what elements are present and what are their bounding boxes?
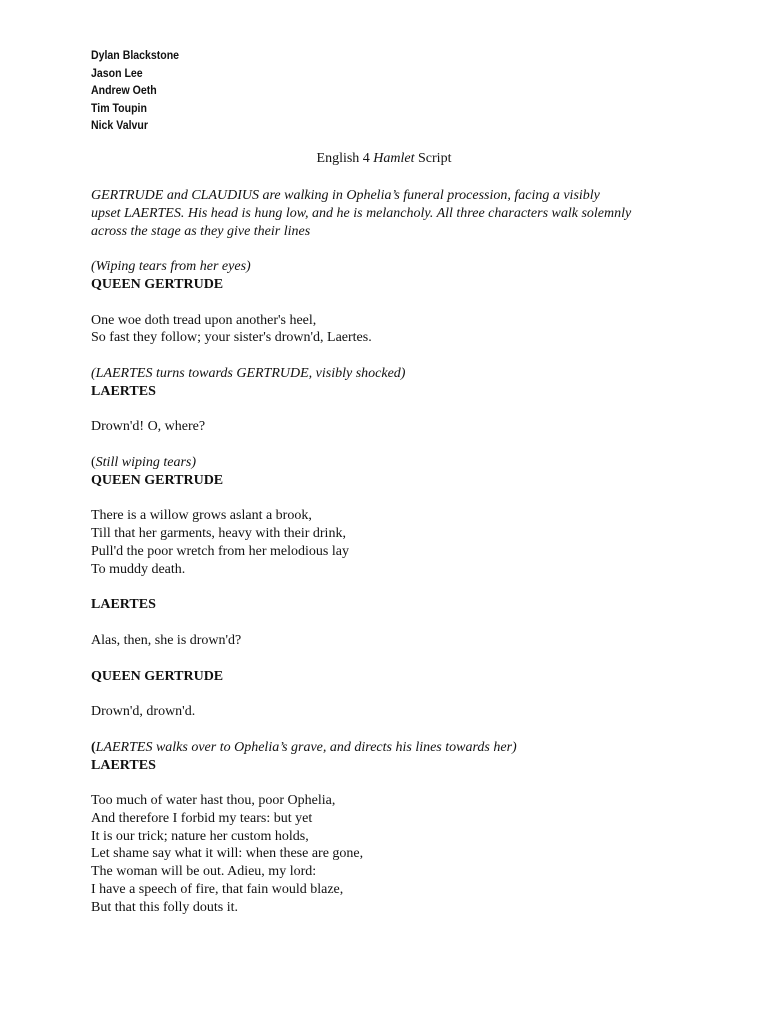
stage-direction: (LAERTES turns towards GERTRUDE, visibly shocked)	[91, 365, 406, 381]
intro-stage-direction-line: GERTRUDE and CLAUDIUS are walking in Ophelia’s funeral procession, facing a visibly	[91, 188, 600, 203]
script-title	[0, 151, 768, 167]
dialogue-line: So fast they follow; your sister's drown'd, Laertes.	[91, 330, 372, 346]
speaker-name: LAERTES	[91, 597, 156, 613]
dialogue-line: It is our trick; nature her custom holds,	[91, 828, 309, 844]
dialogue-line: Drown'd! O, where?	[91, 419, 206, 435]
stage-direction: (Wiping tears from her eyes)	[91, 259, 251, 275]
dialogue-line: One woe doth tread upon another's heel,	[91, 312, 317, 328]
dialogue-line: Let shame say what it will: when these are gone,	[91, 846, 364, 862]
speaker-name: LAERTES	[91, 757, 156, 773]
direction-open-paren: (	[91, 454, 96, 470]
author-name: Jason Lee	[91, 65, 143, 80]
title-prefix: English 4	[316, 151, 374, 166]
title-play-name: Hamlet	[373, 151, 415, 166]
author-name: Tim Toupin	[91, 100, 147, 115]
dialogue-line: Pull'd the poor wretch from her melodious lay	[91, 543, 349, 559]
stage-direction	[91, 454, 691, 472]
speaker-name: LAERTES	[91, 383, 156, 399]
intro-stage-direction-line: upset LAERTES. His head is hung low, and he is melancholy. All three characters walk solemnly	[91, 205, 632, 221]
dialogue-line: Till that her garments, heavy with their drink,	[91, 526, 346, 542]
direction-open-paren: (	[91, 739, 96, 755]
dialogue-line: Drown'd, drown'd.	[91, 704, 196, 720]
intro-stage-direction-line: across the stage as they give their lines	[91, 223, 311, 239]
dialogue-line: But that this folly douts it.	[91, 899, 239, 915]
dialogue-line: Too much of water hast thou, poor Ophelia,	[91, 793, 336, 809]
dialogue-line: And therefore I forbid my tears: but yet	[91, 810, 313, 826]
dialogue-line: There is a willow grows aslant a brook,	[91, 508, 312, 524]
script-body	[91, 187, 691, 917]
direction-text: LAERTES walks over to Ophelia’s grave, and directs his lines towards her)	[95, 739, 517, 755]
dialogue-line: To muddy death.	[91, 561, 186, 577]
dialogue-line: Alas, then, she is drown'd?	[91, 632, 242, 648]
dialogue-line: The woman will be out. Adieu, my lord:	[91, 864, 317, 880]
stage-direction	[91, 739, 691, 757]
speaker-name: QUEEN GERTRUDE	[91, 668, 224, 684]
author-name: Dylan Blackstone	[91, 48, 180, 62]
speaker-name: QUEEN GERTRUDE	[91, 472, 224, 488]
title-suffix: Script	[414, 151, 452, 166]
author-name: Nick Valvur	[91, 118, 148, 132]
author-list	[91, 47, 179, 135]
dialogue-line: I have a speech of fire, that fain would blaze,	[91, 882, 344, 898]
direction-text: Still wiping tears)	[95, 454, 197, 470]
speaker-name: QUEEN GERTRUDE	[91, 276, 224, 292]
author-name: Andrew Oeth	[91, 83, 157, 97]
